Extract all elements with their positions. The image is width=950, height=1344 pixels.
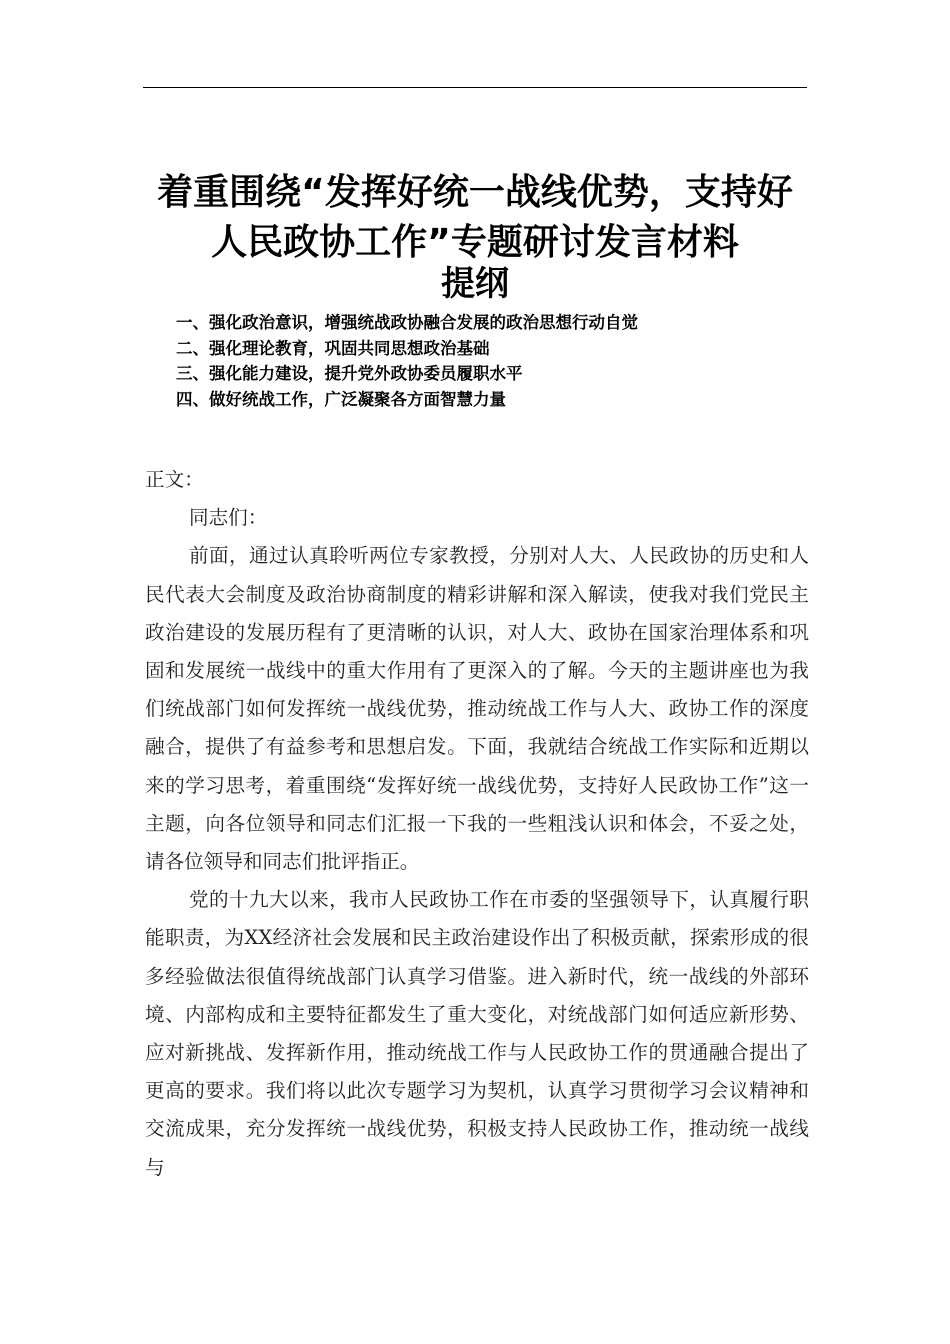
outline-item: 二、强化理论教育，巩固共同思想政治基础 [176,338,490,358]
outline-item: 三、强化能力建设，提升党外政协委员履职水平 [176,364,523,383]
header-rule [143,87,807,88]
outline-heading: 提纲 [441,264,509,304]
body-label: 正文： [145,468,204,491]
greeting: 同志们： [189,506,268,530]
outline-list [176,310,816,412]
document-body [145,461,809,1187]
body-paragraph: 党的十九大以来，我市人民政协工作在市委的坚强领导下，认真履行职能职责，为XX经济社会发展和民主政治建设作出了积极贡献，探索形成的很多经验做法很值得统战部门认真学习借鉴。进入新时代，统一战线的外部环境、内部构成和主要特征都发生了重大变化，对统战部门如何适应新形势、应对新挑战、发挥新作用，推动统战工作与人民政协工作的贯通融合提出了更高的要求。我们将以此次专题学习为契机，认真学习贯彻学习会议精神和交流成果，充分发挥统一战线优势，积极支持人民政协工作，推动统一战线与 [145,888,809,1179]
outline-item: 一、强化政治意识，增强统战政协融合发展的政治思想行动自觉 [176,313,638,332]
title-line-2: 人民政协工作”专题研讨发言材料 [211,222,739,263]
document-title [100,168,850,268]
outline-item: 四、做好统战工作，广泛凝聚各方面智慧力量 [176,389,506,409]
title-line-1: 着重围绕“发挥好统一战线优势，支持好 [157,172,793,213]
body-paragraph: 前面，通过认真聆听两位专家教授，分别对人大、人民政协的历史和人民代表大会制度及政治协商制度的精彩讲解和深入解读，使我对我们党民主政治建设的发展历程有了更清晰的认识，对人大、政协在国家治理体系和巩固和发展统一战线中的重大作用有了更深入的了解。今天的主题讲座也为我们统战部门如何发挥统一战线优势，推动统战工作与人大、政协工作的深度融合，提供了有益参考和思想启发。下面，我就结合统战工作实际和近期以来的学习思考，着重围绕“发挥好统一战线优势，支持好人民政协工作”这一主题，向各位领导和同志们汇报一下我的一些粗浅认识和体会，不妥之处，请各位领导和同志们批评指正。 [145,544,809,874]
